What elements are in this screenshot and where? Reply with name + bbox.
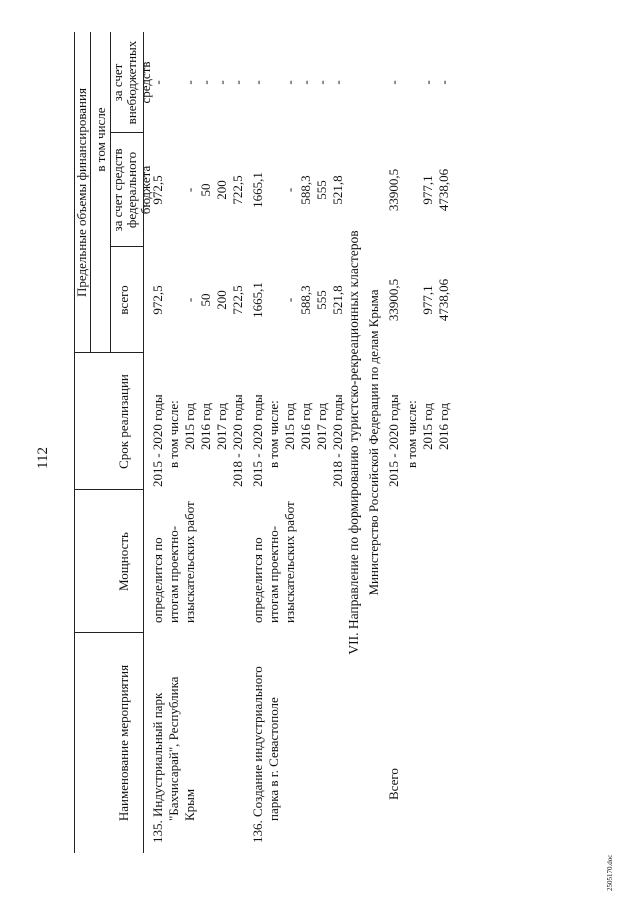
header-extra-3: средств bbox=[138, 61, 153, 104]
row136-capacity-1: определится по bbox=[250, 537, 265, 623]
header-extra-2: внебюджетных bbox=[124, 40, 139, 125]
row135-term: 2015 год bbox=[182, 403, 197, 450]
total-federal: 4738,06 bbox=[436, 168, 451, 212]
row135-term: 2016 год bbox=[198, 403, 213, 450]
row135-federal: 722,5 bbox=[230, 175, 245, 205]
row136-total: 588,3 bbox=[298, 285, 313, 315]
row136-federal: 588,3 bbox=[298, 175, 313, 205]
row136-federal: 555 bbox=[314, 180, 329, 200]
header-divider-1 bbox=[74, 632, 144, 633]
total-total: 33900,5 bbox=[386, 278, 401, 322]
row136-federal: 1665,1 bbox=[250, 172, 265, 208]
total-federal: 33900,5 bbox=[386, 168, 401, 212]
row135-extra: - bbox=[198, 80, 213, 85]
row136-term: 2015 - 2020 годы bbox=[250, 394, 265, 487]
total-term: 2015 - 2020 годы bbox=[386, 394, 401, 487]
row136-total: 521,8 bbox=[330, 285, 345, 315]
row136-extra: - bbox=[250, 80, 265, 85]
header-funding: Предельные объемы финансирования bbox=[74, 88, 89, 297]
total-extra: - bbox=[386, 80, 401, 85]
total-federal: 977,1 bbox=[420, 175, 435, 205]
section-title: VII. Направление по формированию туристско-рекреационных кластеров bbox=[346, 230, 361, 655]
header-extra-1: за счет bbox=[110, 63, 125, 102]
header-divider-2 bbox=[74, 489, 144, 490]
row136-capacity-3: изыскательских работ bbox=[282, 501, 297, 623]
row135-federal: 972,5 bbox=[150, 175, 165, 205]
header-capacity: Мощность bbox=[116, 532, 131, 591]
total-term: 2016 год bbox=[436, 403, 451, 450]
page-number: 112 bbox=[35, 447, 51, 469]
row136-name-1: 136. Создание индустриального bbox=[250, 666, 265, 843]
row136-total: 555 bbox=[314, 290, 329, 310]
row135-total: 200 bbox=[214, 290, 229, 310]
row135-extra: - bbox=[214, 80, 229, 85]
row136-extra: - bbox=[298, 80, 313, 85]
header-federal-3: бюджета bbox=[138, 165, 153, 215]
row135-capacity-2: итогам проектно- bbox=[166, 525, 181, 623]
row136-total: - bbox=[282, 297, 297, 303]
row135-total: - bbox=[182, 297, 197, 303]
total-total: 977,1 bbox=[420, 285, 435, 315]
header-term: Срок реализации bbox=[116, 374, 131, 469]
total-total: 4738,06 bbox=[436, 278, 451, 322]
row135-term: 2015 - 2020 годы bbox=[150, 394, 165, 487]
row135-term: 2018 - 2020 годы bbox=[230, 394, 245, 487]
row136-term: 2016 год bbox=[298, 403, 313, 450]
row136-extra: - bbox=[330, 80, 345, 85]
footer-note: 2505170.doc bbox=[606, 854, 614, 891]
ministry-title: Министерство Российской Федерации по делам Крыма bbox=[366, 289, 381, 596]
row135-term: 2017 год bbox=[214, 403, 229, 450]
row136-extra: - bbox=[314, 80, 329, 85]
total-extra: - bbox=[436, 80, 451, 85]
header-name: Наименование мероприятия bbox=[116, 664, 131, 822]
row135-name-3: Крым bbox=[182, 788, 197, 821]
row136-capacity-2: итогам проектно- bbox=[266, 525, 281, 623]
row135-capacity-1: определится по bbox=[150, 537, 165, 623]
header-federal-2: федерального bbox=[124, 151, 139, 229]
row136-including: в том числе: bbox=[266, 400, 281, 468]
row135-capacity-3: изыскательских работ bbox=[182, 501, 197, 623]
total-term: 2015 год bbox=[420, 403, 435, 450]
total-including: в том числе: bbox=[404, 400, 419, 468]
header-total: всего bbox=[116, 285, 131, 315]
row136-name-2: парка в г. Севастополе bbox=[266, 697, 281, 821]
row136-federal: - bbox=[282, 187, 297, 193]
row135-extra: - bbox=[230, 80, 245, 85]
row135-name-2: "Бахчисарай", Республика bbox=[166, 676, 181, 821]
row135-extra: - bbox=[150, 80, 165, 85]
row135-total: 50 bbox=[198, 293, 213, 307]
row135-federal: 200 bbox=[214, 180, 229, 200]
row136-term: 2017 год bbox=[314, 403, 329, 450]
header-federal-1: за счет средств bbox=[110, 148, 125, 232]
row136-term: 2018 - 2020 годы bbox=[330, 394, 345, 487]
row135-total: 972,5 bbox=[150, 285, 165, 315]
row135-federal: - bbox=[182, 187, 197, 193]
total-extra: - bbox=[420, 80, 435, 85]
row135-including: в том числе: bbox=[166, 400, 181, 468]
header-including: в том числе bbox=[93, 107, 108, 172]
row136-term: 2015 год bbox=[282, 403, 297, 450]
row135-name-1: 135. Индустриальный парк bbox=[150, 692, 165, 843]
total-label: Всего bbox=[386, 768, 401, 800]
row136-extra: - bbox=[282, 80, 297, 85]
funding-subheader-rule bbox=[90, 32, 91, 353]
row135-federal: 50 bbox=[198, 183, 213, 197]
row136-federal: 521,8 bbox=[330, 175, 345, 205]
row135-total: 722,5 bbox=[230, 285, 245, 315]
row136-total: 1665,1 bbox=[250, 282, 265, 318]
row135-extra: - bbox=[182, 80, 197, 85]
